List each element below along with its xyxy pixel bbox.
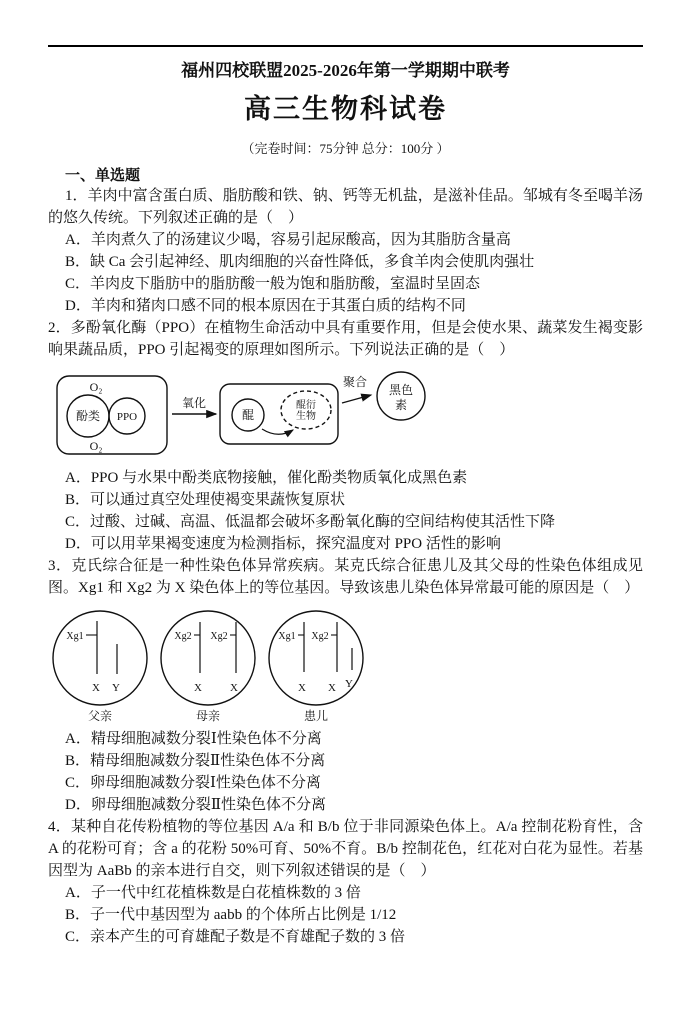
father-cell-circle xyxy=(53,611,147,705)
q1-option-D: D．羊肉和猪肉口感不同的根本原因在于其蛋白质的结构不同 xyxy=(65,298,466,314)
child-allele-label-1: Xg1 xyxy=(278,631,296,642)
q4-option-A: A．子一代中红花植株数是白花植株数的 3 倍 xyxy=(65,885,361,901)
mother-sex-letter-1: X xyxy=(194,682,202,694)
mother-allele-label-1: Xg2 xyxy=(174,631,192,642)
o2-top-label: O₂ xyxy=(89,380,103,394)
mother-caption: 母亲 xyxy=(195,709,221,723)
polymerize-label: 聚合 xyxy=(342,375,368,389)
child-caption: 患儿 xyxy=(303,709,329,723)
q3-option-D: D．卵母细胞减数分裂Ⅱ性染色体不分离 xyxy=(65,797,327,813)
page-subtitle: 高三生物科试卷 xyxy=(244,94,447,124)
father-sex-letter-2: Y xyxy=(112,682,120,694)
q4-option-C: C．亲本产生的可育雄配子数是不育雄配子数的 3 倍 xyxy=(65,929,406,945)
q2-option-D: D．可以用苹果褐变速度为检测指标，探究温度对 PPO 活性的影响 xyxy=(65,536,501,552)
father-caption: 父亲 xyxy=(87,709,113,723)
quinone-box xyxy=(220,384,338,444)
child-cell-circle xyxy=(269,611,363,705)
q2-option-A: A．PPO 与水果中酚类底物接触，催化酚类物质氧化成黑色素 xyxy=(65,470,468,486)
q2-option-C: C．过酸、过碱、高温、低温都会破坏多酚氧化酶的空间结构使其活性下降 xyxy=(65,514,556,530)
sex-chromosome-diagram xyxy=(50,606,380,726)
top-rule xyxy=(48,45,643,47)
father-sex-letter-1: X xyxy=(92,682,100,694)
q1-stem: 1．羊肉中富含蛋白质、脂肪酸和铁、钠、钙等无机盐，是滋补佳品。邹城有冬至喝羊汤的悠久传统。下列叙述正确的是（ ） xyxy=(48,188,643,226)
question-4 xyxy=(48,816,643,948)
mother-allele-label-2: Xg2 xyxy=(210,631,228,642)
ppo-label: PPO xyxy=(116,411,138,423)
section-heading: 一、单选题 xyxy=(65,168,141,184)
q3-option-A: A．精母细胞减数分裂Ⅰ性染色体不分离 xyxy=(65,731,322,747)
conversion-arrow xyxy=(262,429,293,434)
q4-option-B: B．子一代中基因型为 aabb 的个体所占比例是 1/12 xyxy=(65,907,397,923)
child-sex-letter-1: X xyxy=(298,682,306,694)
quinone-derivative-label-1: 醌衍 xyxy=(296,400,316,411)
substrate-box xyxy=(57,376,167,454)
polymerize-arrow xyxy=(342,395,371,403)
q2-stem: 2．多酚氧化酶（PPO）在植物生命活动中具有重要作用，但是会使水果、蔬菜发生褐变影响果蔬品质，PPO 引起褐变的原理如图所示。下列说法正确的是（ ） xyxy=(48,320,643,358)
ppo-browning-diagram xyxy=(54,366,434,464)
o2-bottom-label: O₂ xyxy=(89,439,103,453)
melanin-label-1: 黑色 xyxy=(388,383,414,397)
q1-option-A: A．羊肉煮久了的汤建议少喝，容易引起尿酸高，因为其脂肪含量高 xyxy=(65,232,511,248)
father-allele-label: Xg1 xyxy=(66,631,84,642)
child-sex-letter-3: Y xyxy=(345,678,353,690)
exam-meta: （完卷时间：75分钟 总分：100分 ） xyxy=(241,141,450,156)
q1-option-C: C．羊肉皮下脂肪中的脂肪酸一般为饱和脂肪酸，室温时呈固态 xyxy=(65,276,481,292)
q3-option-B: B．精母细胞减数分裂Ⅱ性染色体不分离 xyxy=(65,753,326,769)
question-3 xyxy=(48,555,643,816)
quinone-label: 醌 xyxy=(241,408,255,422)
child-sex-letter-2: X xyxy=(328,682,336,694)
q4-stem: 4．某种自花传粉植物的等位基因 A/a 和 B/b 位于非同源染色体上。A/a 控制花粉育性，含 A 的花粉可育；含 a 的花粉 50%可育、50%不育。B/b 控制花色，红花对白花为显性。若基因型为 AaBb 的亲本进行自交，则下列叙述错误的是（ ） xyxy=(48,819,643,879)
q1-option-B: B．缺 Ca 会引起神经、肌肉细胞的兴奋性降低，多食羊肉会使肌肉强壮 xyxy=(65,254,535,270)
question-1 xyxy=(48,185,643,317)
q3-option-C: C．卵母细胞减数分裂Ⅰ性染色体不分离 xyxy=(65,775,321,791)
mother-sex-letter-2: X xyxy=(230,682,238,694)
exam-title: 福州四校联盟2025-2026年第一学期期中联考 xyxy=(181,61,510,80)
oxidation-label: 氧化 xyxy=(181,396,207,410)
q3-stem: 3．克氏综合征是一种性染色体异常疾病。某克氏综合征患儿及其父母的性染色体组成见图。Xg1 和 Xg2 为 X 染色体上的等位基因。导致该患儿染色体异常最可能的原因是（ ） xyxy=(48,558,643,596)
child-allele-label-2: Xg2 xyxy=(311,631,329,642)
quinone-derivative-label-2: 生物 xyxy=(296,411,316,422)
melanin-label-2: 素 xyxy=(394,398,408,412)
exam-page xyxy=(0,45,687,948)
phenol-label: 酚类 xyxy=(75,409,101,423)
q2-option-B: B．可以通过真空处理使褐变果蔬恢复原状 xyxy=(65,492,346,508)
mother-cell-circle xyxy=(161,611,255,705)
question-2 xyxy=(48,317,643,555)
